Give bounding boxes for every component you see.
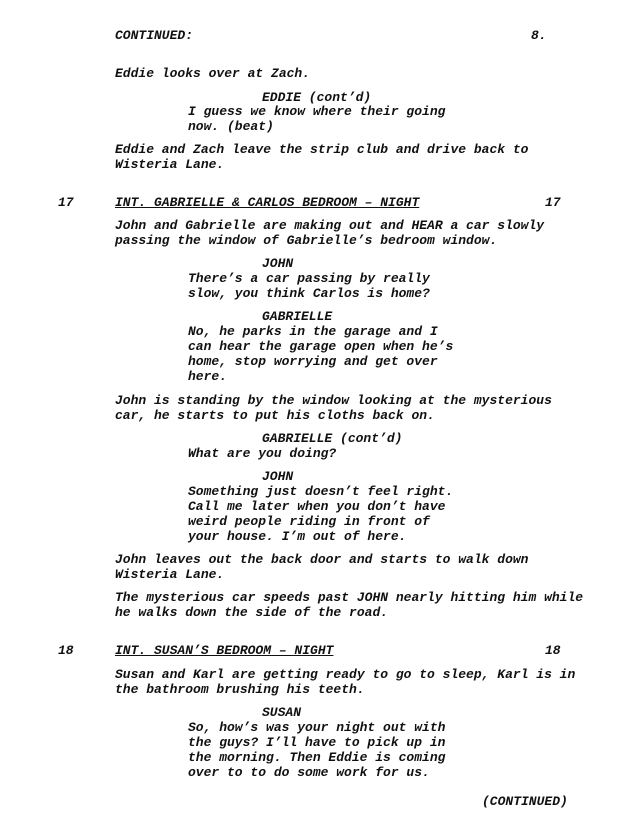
dialogue-line: Call me later when you don’t have (188, 499, 446, 514)
action-line: John leaves out the back door and starts to walk down (115, 552, 529, 567)
page-number: 8. (531, 28, 547, 43)
scene-number-right: 18 (545, 643, 561, 658)
dialogue-line: can hear the garage open when he’s (188, 339, 454, 354)
character-name: SUSAN (262, 705, 302, 720)
dialogue-line: here. (188, 369, 228, 384)
character-name: GABRIELLE (262, 309, 333, 324)
action-line: The mysterious car speeds past JOHN nearly hitting him while (115, 590, 584, 605)
scene-number-left: 18 (58, 643, 74, 658)
dialogue-line: the guys? I’ll have to pick up in (188, 735, 446, 750)
action-line: the bathroom brushing his teeth. (115, 682, 365, 697)
dialogue-line: What are you doing? (188, 446, 337, 461)
dialogue-line: over to to do some work for us. (188, 765, 430, 780)
footer-continued: (CONTINUED) (482, 794, 568, 809)
character-name: EDDIE (cont’d) (262, 90, 372, 105)
action-line: car, he starts to put his cloths back on. (115, 408, 435, 423)
dialogue-line: your house. I’m out of here. (188, 529, 407, 544)
dialogue-line: There’s a car passing by really (188, 271, 430, 286)
dialogue-line: weird people riding in front of (188, 514, 430, 529)
dialogue-line: Something just doesn’t feel right. (188, 484, 454, 499)
action-line: Wisteria Lane. (115, 567, 225, 582)
action-line: John and Gabrielle are making out and HEAR a car slowly (115, 218, 545, 233)
scene-number-right: 17 (545, 195, 561, 210)
dialogue-line: slow, you think Carlos is home? (188, 286, 430, 301)
character-name: JOHN (262, 256, 294, 271)
character-name: GABRIELLE (cont’d) (262, 431, 403, 446)
action-line: he walks down the side of the road. (115, 605, 389, 620)
header-continued: CONTINUED: (115, 28, 194, 43)
action-line: John is standing by the window looking at the mysterious (115, 393, 552, 408)
action-line: Wisteria Lane. (115, 157, 225, 172)
dialogue-line: No, he parks in the garage and I (188, 324, 438, 339)
action-line: passing the window of Gabrielle’s bedroom window. (115, 233, 498, 248)
scene-heading: INT. GABRIELLE & CARLOS BEDROOM – NIGHT (115, 195, 420, 210)
action-line: Eddie and Zach leave the strip club and drive back to (115, 142, 529, 157)
dialogue-line: I guess we know where their going (188, 104, 446, 119)
dialogue-line: now. (beat) (188, 119, 274, 134)
dialogue-line: the morning. Then Eddie is coming (188, 750, 446, 765)
action-line: Susan and Karl are getting ready to go to sleep, Karl is in (115, 667, 576, 682)
scene-heading: INT. SUSAN’S BEDROOM – NIGHT (115, 643, 334, 658)
dialogue-line: home, stop worrying and get over (188, 354, 438, 369)
dialogue-line: So, how’s was your night out with (188, 720, 446, 735)
character-name: JOHN (262, 469, 294, 484)
action-line: Eddie looks over at Zach. (115, 66, 311, 81)
scene-number-left: 17 (58, 195, 74, 210)
